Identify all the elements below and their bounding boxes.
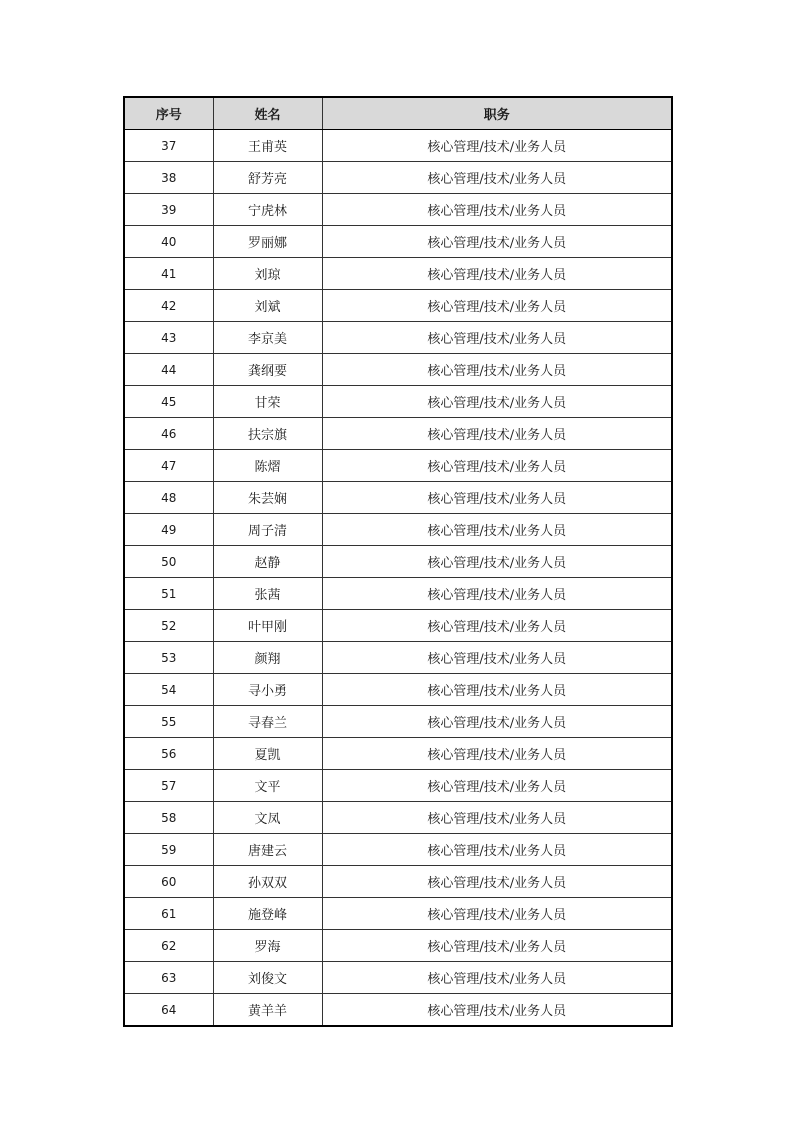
cell-no: 51: [124, 578, 213, 610]
table-body: [124, 130, 672, 1027]
cell-no: 40: [124, 226, 213, 258]
table-row: [124, 226, 672, 258]
cell-name: 施登峰: [213, 898, 322, 930]
table-row: [124, 130, 672, 162]
cell-name: 宁虎林: [213, 194, 322, 226]
table-row: [124, 386, 672, 418]
cell-name: 罗丽娜: [213, 226, 322, 258]
column-header-name: 姓名: [213, 97, 322, 130]
cell-no: 64: [124, 994, 213, 1027]
cell-name: 寻小勇: [213, 674, 322, 706]
cell-role: 核心管理/技术/业务人员: [322, 162, 672, 194]
cell-role: 核心管理/技术/业务人员: [322, 898, 672, 930]
cell-name: 龚纲要: [213, 354, 322, 386]
cell-name: 周子清: [213, 514, 322, 546]
table-row: [124, 322, 672, 354]
cell-role: 核心管理/技术/业务人员: [322, 290, 672, 322]
cell-name: 扶宗旗: [213, 418, 322, 450]
cell-no: 58: [124, 802, 213, 834]
cell-name: 朱芸娴: [213, 482, 322, 514]
cell-name: 文平: [213, 770, 322, 802]
cell-role: 核心管理/技术/业务人员: [322, 194, 672, 226]
cell-no: 42: [124, 290, 213, 322]
column-header-no: 序号: [124, 97, 213, 130]
cell-no: 52: [124, 610, 213, 642]
cell-name: 叶甲刚: [213, 610, 322, 642]
cell-role: 核心管理/技术/业务人员: [322, 994, 672, 1027]
table-row: [124, 738, 672, 770]
cell-role: 核心管理/技术/业务人员: [322, 130, 672, 162]
cell-name: 文凤: [213, 802, 322, 834]
cell-no: 61: [124, 898, 213, 930]
cell-role: 核心管理/技术/业务人员: [322, 738, 672, 770]
table-row: [124, 930, 672, 962]
cell-role: 核心管理/技术/业务人员: [322, 514, 672, 546]
table-row: [124, 354, 672, 386]
cell-no: 62: [124, 930, 213, 962]
table-row: [124, 194, 672, 226]
table-row: [124, 962, 672, 994]
table-row: [124, 706, 672, 738]
cell-role: 核心管理/技术/业务人员: [322, 322, 672, 354]
cell-name: 刘俊文: [213, 962, 322, 994]
cell-role: 核心管理/技术/业务人员: [322, 418, 672, 450]
table-row: [124, 482, 672, 514]
table-row: [124, 546, 672, 578]
table-row: [124, 610, 672, 642]
cell-name: 王甫英: [213, 130, 322, 162]
table-row: [124, 994, 672, 1027]
table-row: [124, 898, 672, 930]
cell-role: 核心管理/技术/业务人员: [322, 962, 672, 994]
cell-no: 39: [124, 194, 213, 226]
table-row: [124, 450, 672, 482]
cell-name: 颜翔: [213, 642, 322, 674]
table-row: [124, 802, 672, 834]
cell-role: 核心管理/技术/业务人员: [322, 834, 672, 866]
cell-no: 55: [124, 706, 213, 738]
table-row: [124, 578, 672, 610]
cell-name: 孙双双: [213, 866, 322, 898]
cell-role: 核心管理/技术/业务人员: [322, 386, 672, 418]
cell-name: 唐建云: [213, 834, 322, 866]
cell-role: 核心管理/技术/业务人员: [322, 642, 672, 674]
table-row: [124, 834, 672, 866]
cell-name: 甘荣: [213, 386, 322, 418]
cell-role: 核心管理/技术/业务人员: [322, 450, 672, 482]
cell-role: 核心管理/技术/业务人员: [322, 354, 672, 386]
cell-no: 37: [124, 130, 213, 162]
table-row: [124, 258, 672, 290]
cell-role: 核心管理/技术/业务人员: [322, 610, 672, 642]
cell-no: 63: [124, 962, 213, 994]
table-row: [124, 418, 672, 450]
table-row: [124, 642, 672, 674]
cell-no: 48: [124, 482, 213, 514]
cell-role: 核心管理/技术/业务人员: [322, 226, 672, 258]
cell-no: 60: [124, 866, 213, 898]
cell-no: 56: [124, 738, 213, 770]
table-row: [124, 290, 672, 322]
cell-name: 张茜: [213, 578, 322, 610]
cell-role: 核心管理/技术/业务人员: [322, 258, 672, 290]
cell-name: 李京美: [213, 322, 322, 354]
column-header-role: 职务: [322, 97, 672, 130]
cell-name: 夏凯: [213, 738, 322, 770]
cell-name: 刘斌: [213, 290, 322, 322]
cell-role: 核心管理/技术/业务人员: [322, 674, 672, 706]
cell-no: 57: [124, 770, 213, 802]
cell-no: 45: [124, 386, 213, 418]
header-row: [124, 97, 672, 130]
table-row: [124, 866, 672, 898]
cell-role: 核心管理/技术/业务人员: [322, 770, 672, 802]
cell-name: 罗海: [213, 930, 322, 962]
cell-no: 50: [124, 546, 213, 578]
cell-no: 46: [124, 418, 213, 450]
cell-role: 核心管理/技术/业务人员: [322, 546, 672, 578]
cell-role: 核心管理/技术/业务人员: [322, 866, 672, 898]
cell-no: 49: [124, 514, 213, 546]
cell-role: 核心管理/技术/业务人员: [322, 706, 672, 738]
cell-no: 38: [124, 162, 213, 194]
cell-role: 核心管理/技术/业务人员: [322, 578, 672, 610]
cell-name: 赵静: [213, 546, 322, 578]
cell-no: 47: [124, 450, 213, 482]
cell-no: 43: [124, 322, 213, 354]
cell-no: 41: [124, 258, 213, 290]
cell-no: 54: [124, 674, 213, 706]
cell-role: 核心管理/技术/业务人员: [322, 802, 672, 834]
cell-name: 寻春兰: [213, 706, 322, 738]
table-header: [124, 97, 672, 130]
table-row: [124, 770, 672, 802]
cell-no: 53: [124, 642, 213, 674]
cell-name: 刘琼: [213, 258, 322, 290]
table-row: [124, 674, 672, 706]
table-row: [124, 162, 672, 194]
cell-name: 黄羊羊: [213, 994, 322, 1027]
personnel-table: [123, 96, 673, 1027]
cell-no: 44: [124, 354, 213, 386]
cell-role: 核心管理/技术/业务人员: [322, 482, 672, 514]
table-row: [124, 514, 672, 546]
cell-name: 舒芳亮: [213, 162, 322, 194]
cell-no: 59: [124, 834, 213, 866]
cell-role: 核心管理/技术/业务人员: [322, 930, 672, 962]
cell-name: 陈熠: [213, 450, 322, 482]
